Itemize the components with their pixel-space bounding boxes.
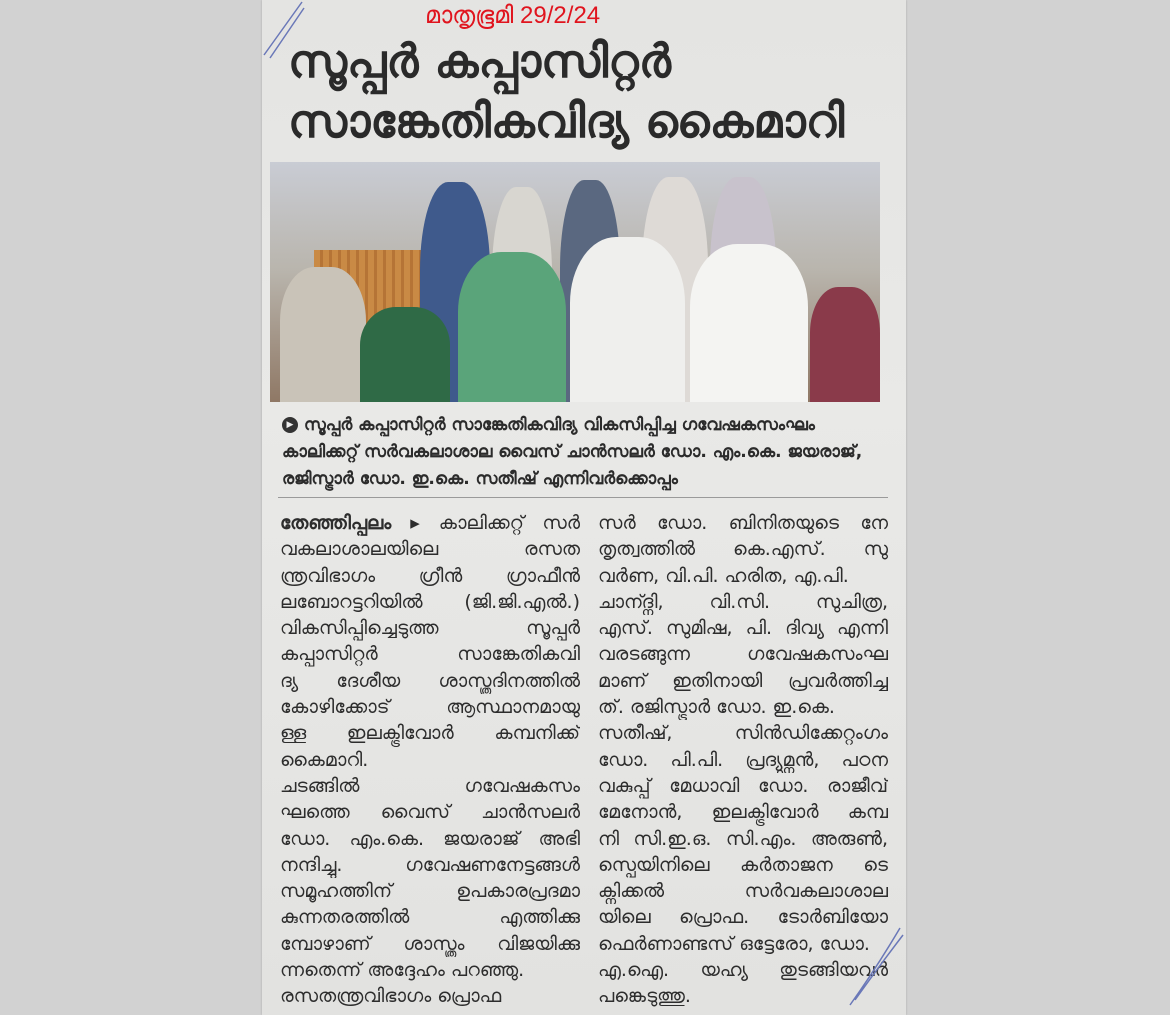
article-line: ത്. രജിസ്ട്രാർ ഡോ. ഇ.കെ. [598, 696, 835, 719]
article-line: ദ്യ ദേശീയ ശാസ്ത്രദിനത്തിൽ [280, 669, 580, 692]
article-text: കാലിക്കറ്റ് സർ [438, 512, 580, 534]
article-line: വരടങ്ങുന്ന ഗവേഷകസംഘ [598, 643, 888, 666]
article-line: ന്നതെന്ന് അദ്ദേഹം പറഞ്ഞു. [280, 959, 525, 982]
article-line: യിലെ പ്രൊഫ. ടോർബിയോ [598, 906, 888, 929]
source-date-stamp: മാതൃഭൂമി 29/2/24 [425, 2, 601, 29]
article-line: കൈമാറി. [280, 748, 369, 771]
article-line: ഘത്തെ വൈസ് ചാൻസലർ [280, 801, 580, 824]
article-line: വകലാശാലയിലെ രസത [280, 538, 580, 561]
article-line: രസതന്ത്രവിഭാഗം പ്രൊഫ [280, 985, 502, 1008]
article-line [280, 510, 580, 536]
article-line: സമൂഹത്തിന് ഉപകാരപ്രദമാ [280, 880, 580, 903]
article-line: ചടങ്ങിൽ ഗവേഷകസം [280, 774, 580, 797]
article-line: മ്പോഴാണ് ശാസ്ത്രം വിജയിക്കു [280, 932, 580, 955]
article-line: തൃത്വത്തിൽ കെ.എസ്. സു [598, 538, 888, 561]
play-icon: ▶ [282, 417, 298, 433]
article-line: വകുപ്പ് മേധാവി ഡോ. രാജീവ് [598, 774, 888, 797]
article-line: വികസിപ്പിച്ചെടുത്ത സൂപ്പർ [280, 617, 580, 640]
pen-mark-bottom-right [845, 920, 905, 1010]
article-line: പങ്കെടുത്തു. [598, 985, 691, 1008]
article-line: ഡോ. എം.കെ. ജയരാജ് അഭി [280, 827, 580, 850]
article-line: ന്ത്രവിഭാഗം ഗ്രീൻ ഗ്രാഫീൻ [280, 564, 580, 587]
article-line: ഡോ. പി.പി. പ്രദ്യുമ്നൻ, പഠന [598, 748, 888, 771]
article-line: ലബോറട്ടറിയിൽ (ജി.ജി.എൽ.) [280, 590, 580, 613]
article-line: മാണ് ഇതിനായി പ്രവർത്തിച്ച [598, 669, 888, 692]
caption-text: സൂപ്പർ കപ്പാസിറ്റർ സാങ്കേതികവിദ്യ വികസിപ്പിച്ച ഗവേഷകസംഘം കാലിക്കറ്റ് സർവകലാശാല വൈസ് ചാൻസലർ ഡോ. എം.കെ. ജയരാജ്, രജിസ്ട്രാർ ഡോ. ഇ.കെ. സതീഷ് എന്നിവർക്കൊപ്പം [282, 415, 863, 489]
group-photo [270, 162, 880, 402]
article-line: വർണ, വി.പി. ഹരിത, എ.പി. [598, 564, 849, 587]
article-line: നന്ദിച്ചു. ഗവേഷണനേട്ടങ്ങൾ [280, 853, 580, 876]
article-line: ള്ള ഇലക്ട്രിവോർ കമ്പനിക്ക് [280, 722, 580, 745]
article-line: കപ്പാസിറ്റർ സാങ്കേതികവി [280, 643, 580, 666]
article-line: മേനോൻ, ഇലക്ട്രിവോർ കമ്പ [598, 801, 888, 824]
article-line: എ.ഐ. യഹ്യ തുടങ്ങിയവർ [598, 959, 888, 982]
article-line: നി സി.ഇ.ഒ. സി.എം. അരുൺ, [598, 827, 888, 850]
headline-line-2: സാങ്കേതികവിദ്യ കൈമാറി [288, 94, 845, 148]
photo-caption [282, 412, 882, 493]
article-line: എസ്. സുമിഷ, പി. ദിവ്യ എന്നി [598, 617, 888, 640]
article-line: കുന്നതരത്തിൽ എത്തിക്കു [280, 906, 580, 929]
article-column-1 [280, 510, 580, 1010]
article-line: സർ ഡോ. ബിനിതയുടെ നേ [598, 512, 888, 534]
article-line: സതീഷ്, സിൻഡിക്കേറ്റംഗം [598, 722, 888, 745]
article-line: ഫെർണാണ്ടസ് ഒട്ടേരോ, ഡോ. [598, 932, 870, 955]
article-line: സ്പെയിനിലെ കർതാജന ടെ [598, 853, 888, 876]
headline-line-1: സൂപ്പർ കപ്പാസിറ്റർ [288, 34, 671, 88]
article-line: ക്നിക്കൽ സർവകലാശാല [598, 880, 888, 903]
article-line: ചാന്ദ്നി, വി.സി. സുചിത്ര, [598, 590, 888, 613]
divider [278, 497, 888, 498]
article-line: കോഴിക്കോട് ആസ്ഥാനമായു [280, 696, 580, 719]
dateline: തേഞ്ഞിപ്പലം ▸ [280, 512, 439, 534]
